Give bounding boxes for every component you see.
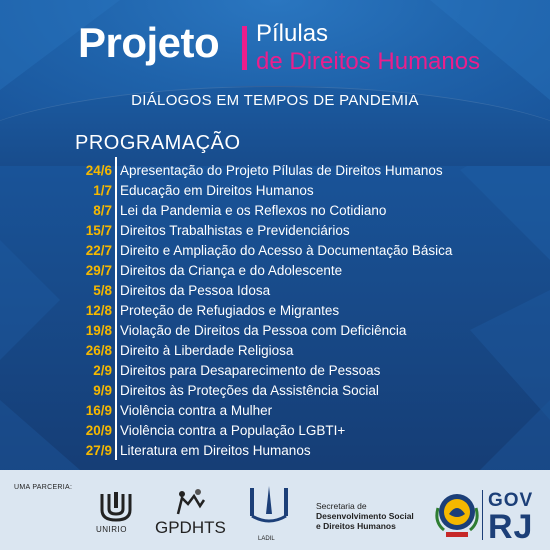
schedule-topic: Violência contra a Mulher	[120, 403, 273, 418]
schedule-row	[0, 321, 550, 341]
title-direitos-humanos: de Direitos Humanos	[256, 48, 481, 75]
ladil-logo-icon	[248, 484, 290, 528]
unirio-label: UNIRIO	[96, 525, 127, 534]
schedule-topic: Direitos da Pessoa Idosa	[120, 283, 271, 298]
secretaria-text	[316, 501, 414, 531]
schedule-topic: Direitos para Desaparecimento de Pessoas	[120, 363, 381, 378]
gov-rj-logo	[488, 492, 536, 544]
schedule-date: 20/9	[85, 423, 112, 438]
schedule-date: 27/9	[85, 443, 112, 458]
title-projeto: Projeto	[78, 19, 220, 66]
schedule-date: 22/7	[85, 243, 112, 258]
schedule-row	[0, 441, 550, 461]
schedule-topic: Violação de Direitos da Pessoa com Deficiência	[120, 323, 407, 338]
schedule-row	[0, 201, 550, 221]
gov-divider	[482, 490, 483, 540]
gpdhts-label: GPDHTS	[155, 518, 226, 537]
secretaria-line: e Direitos Humanos	[316, 521, 396, 531]
rj-text: RJ	[488, 508, 534, 546]
title-separator	[242, 26, 247, 70]
secretaria-line: Desenvolvimento Social	[316, 511, 414, 521]
schedule-topic: Violência contra a População LGBTI+	[120, 423, 346, 438]
partners-footer	[0, 470, 550, 550]
schedule-row	[0, 161, 550, 181]
schedule-topic: Apresentação do Projeto Pílulas de Direitos Humanos	[120, 163, 443, 178]
gpdhts-logo-icon	[174, 486, 208, 516]
schedule-row	[0, 341, 550, 361]
schedule-row	[0, 221, 550, 241]
secretaria-line: Secretaria de	[316, 501, 367, 511]
schedule-row	[0, 381, 550, 401]
schedule-topic: Direitos às Proteções da Assistência Social	[120, 383, 379, 398]
schedule-date: 5/8	[93, 283, 112, 298]
ladil-label: LADIL	[258, 536, 275, 542]
schedule-topic: Proteção de Refugiados e Migrantes	[120, 303, 340, 318]
parceria-label: UMA PARCERIA:	[14, 484, 73, 491]
schedule-date: 26/8	[85, 343, 112, 358]
schedule-topic: Literatura em Direitos Humanos	[120, 443, 311, 458]
schedule-row	[0, 301, 550, 321]
rj-coat-of-arms-icon	[434, 488, 480, 540]
schedule-topic: Lei da Pandemia e os Reflexos no Cotidiano	[120, 203, 387, 218]
subtitle: DIÁLOGOS EM TEMPOS DE PANDEMIA	[131, 92, 419, 109]
gov-text: GOV	[488, 490, 534, 511]
schedule-date: 16/9	[85, 403, 112, 418]
schedule-topic: Direitos da Criança e do Adolescente	[120, 263, 343, 278]
schedule-topic: Direitos Trabalhistas e Previdenciários	[120, 223, 350, 238]
schedule-date: 29/7	[85, 263, 112, 278]
schedule-date: 15/7	[85, 223, 112, 238]
schedule-date: 9/9	[93, 383, 112, 398]
schedule-row	[0, 281, 550, 301]
schedule-date: 8/7	[93, 203, 112, 218]
schedule-date: 19/8	[85, 323, 112, 338]
schedule-date: 2/9	[93, 363, 112, 378]
schedule-row	[0, 401, 550, 421]
schedule-date: 12/8	[85, 303, 112, 318]
schedule-row	[0, 181, 550, 201]
schedule-date: 24/6	[85, 163, 112, 178]
schedule-row	[0, 361, 550, 381]
schedule-row	[0, 261, 550, 281]
schedule-topic: Direito e Ampliação do Acesso à Documentação Básica	[120, 243, 453, 258]
schedule-row	[0, 421, 550, 441]
unirio-logo-icon	[96, 490, 136, 524]
title-pilulas: Pílulas	[256, 20, 329, 47]
schedule-topic: Educação em Direitos Humanos	[120, 183, 314, 198]
programacao-title: PROGRAMAÇÃO	[75, 132, 241, 154]
schedule-row	[0, 241, 550, 261]
schedule-date: 1/7	[93, 183, 112, 198]
schedule-topic: Direito à Liberdade Religiosa	[120, 343, 294, 358]
